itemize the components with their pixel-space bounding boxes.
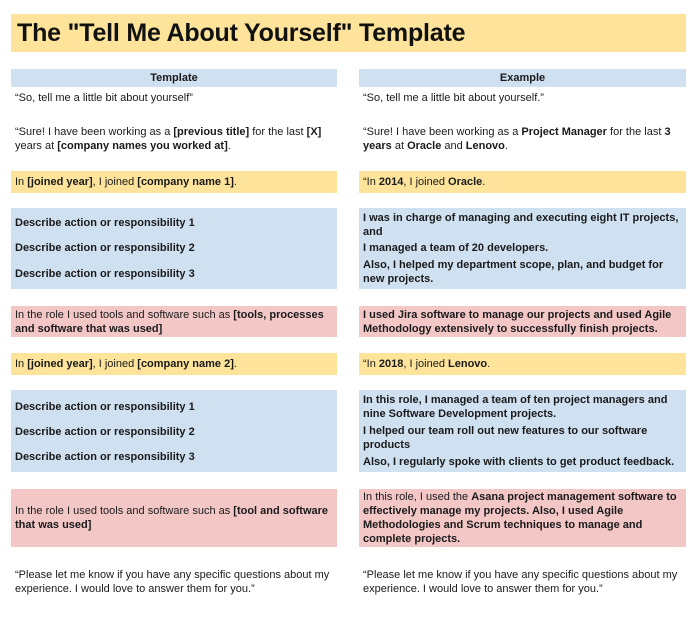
text-span: .: [482, 176, 486, 188]
text-span: “In: [363, 358, 379, 370]
template-actions-2: [11, 390, 337, 472]
bold-span: [joined year]: [27, 358, 93, 370]
template-tools-1: [11, 306, 337, 337]
example-action: I managed a team of 20 developers.: [363, 242, 549, 255]
example-action: In this role, I managed a team of ten project managers and nine Software Development projects.: [363, 394, 668, 421]
example-intro-answer: [359, 125, 686, 155]
bold-span: I used Jira software to manage our projects and used Agile Methodology extensively to successfully finish projects.: [363, 308, 672, 335]
text-span: for the last: [606, 126, 665, 138]
bold-span: [joined year]: [27, 176, 93, 188]
template-joined-1: [11, 171, 337, 193]
template-action: Describe action or responsibility 2: [15, 425, 195, 438]
bold-span: [previous title]: [173, 126, 250, 138]
example-action: I was in charge of managing and executing eight IT projects, and: [363, 212, 679, 239]
text-span: “Sure! I have been working as a: [15, 126, 174, 138]
template-intro-question: “So, tell me a little bit about yourself”: [15, 92, 193, 104]
template-action: Describe action or responsibility 3: [15, 268, 195, 281]
text-span: In: [15, 358, 28, 370]
bold-span: 2014: [378, 176, 404, 188]
bold-span: Asana project management software to effectively manage my projects. Also, I used Agile Methodologies and Scrum techniques to manage and complete projects.: [363, 491, 677, 545]
title-banner: [11, 14, 686, 52]
bold-span: 2018: [378, 358, 404, 370]
example-joined-1: [359, 171, 686, 193]
bold-span: [company name 1]: [137, 176, 234, 188]
text-span: .: [504, 140, 508, 152]
text-span: “Sure! I have been working as a: [363, 126, 522, 138]
text-span: .: [227, 140, 231, 152]
text-span: and: [441, 140, 466, 152]
example-actions-2: [359, 390, 686, 472]
text-span: at: [391, 140, 408, 152]
example-closing: “Please let me know if you have any specific questions about my experience. I would love to answer them for you.”: [363, 569, 678, 595]
template-header: Template: [11, 69, 337, 87]
example-action: I helped our team roll out new features to our software products: [363, 424, 648, 451]
template-action: Describe action or responsibility 1: [15, 216, 195, 229]
example-header: Example: [359, 69, 686, 87]
bold-span: [company names you worked at]: [57, 140, 228, 152]
template-intro-answer: [11, 125, 337, 155]
bold-span: [company name 2]: [137, 358, 234, 370]
template-action: Describe action or responsibility 2: [15, 242, 195, 255]
bold-span: Lenovo: [465, 140, 505, 152]
bold-span: Lenovo: [448, 358, 488, 370]
text-span: , I joined: [92, 358, 138, 370]
template-joined-2: [11, 353, 337, 375]
template-closing: “Please let me know if you have any specific questions about my experience. I would love to answer them for you.”: [15, 569, 330, 595]
template-action: Describe action or responsibility 3: [15, 451, 195, 464]
page-title: The "Tell Me About Yourself" Template: [17, 19, 466, 47]
bold-span: Oracle: [448, 176, 483, 188]
text-span: “In: [363, 176, 379, 188]
text-span: , I joined: [92, 176, 138, 188]
text-span: .: [487, 358, 491, 370]
text-span: .: [233, 176, 237, 188]
example-intro-question: “So, tell me a little bit about yourself.”: [363, 92, 544, 104]
text-span: In the role I used tools and software such as: [15, 505, 234, 517]
template-actions-1: [11, 208, 337, 289]
template-tools-2: [11, 489, 337, 547]
example-action: Also, I helped my department scope, plan, and budget for new projects.: [363, 258, 664, 285]
example-joined-2: [359, 353, 686, 375]
example-tools-1: [359, 306, 686, 337]
example-actions-1: [359, 208, 686, 289]
text-span: , I joined: [403, 176, 449, 188]
bold-span: [tools, processes and software that was used]: [15, 308, 324, 335]
bold-span: [tool and software that was used]: [15, 505, 329, 531]
template-action: Describe action or responsibility 1: [15, 400, 195, 413]
text-span: , I joined: [403, 358, 449, 370]
text-span: In: [15, 176, 28, 188]
text-span: .: [233, 358, 237, 370]
example-action: Also, I regularly spoke with clients to get product feedback.: [363, 455, 675, 468]
text-span: years at: [15, 140, 58, 152]
example-tools-2: [359, 489, 686, 547]
text-span: In this role, I used the: [363, 491, 472, 503]
text-span: In the role I used tools and software such as: [15, 308, 234, 321]
bold-span: Project Manager: [521, 126, 607, 138]
bold-span: 3 years: [363, 126, 671, 152]
text-span: for the last: [249, 126, 307, 138]
bold-span: [X]: [306, 126, 322, 138]
bold-span: Oracle: [407, 140, 442, 152]
